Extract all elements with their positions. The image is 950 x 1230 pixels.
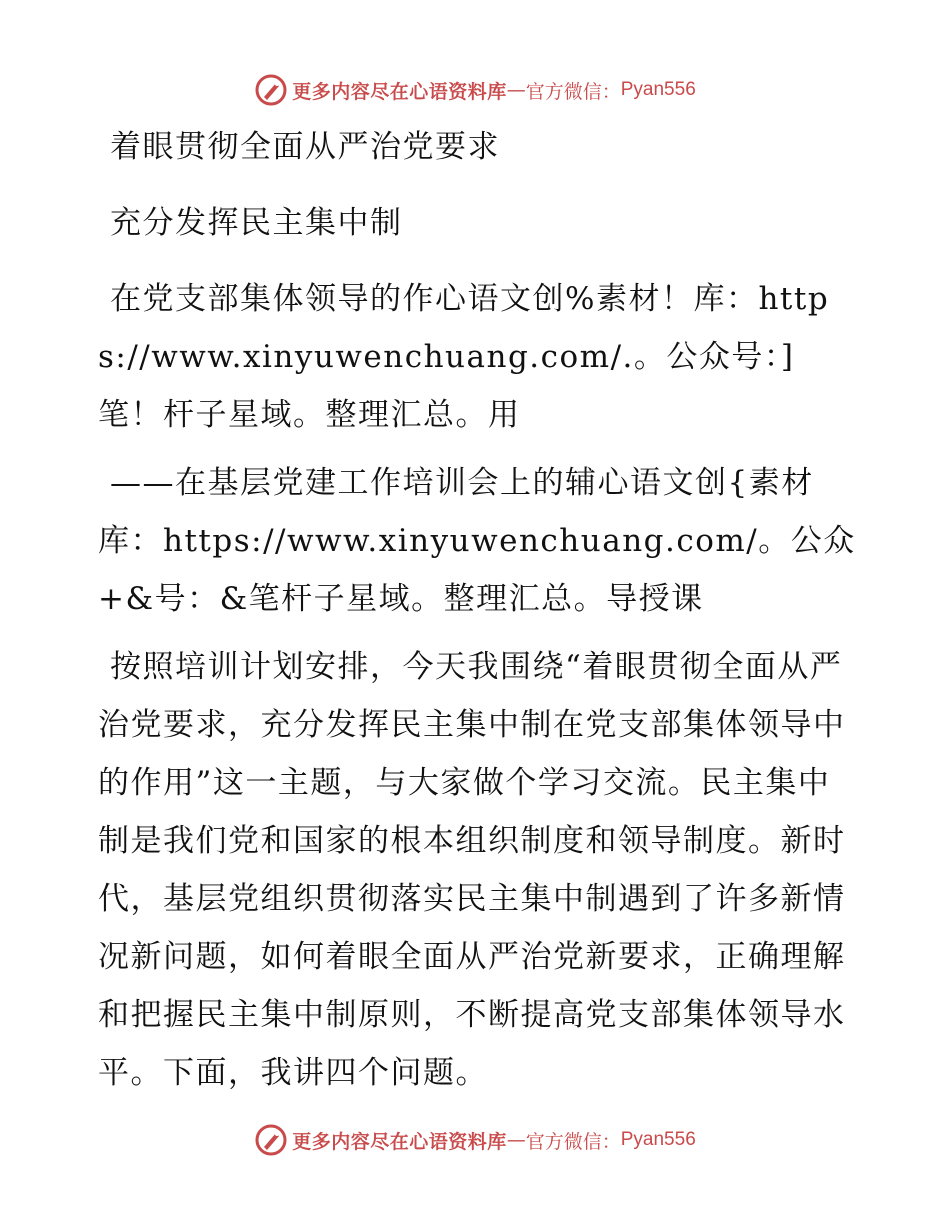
document-title-line-1: 着眼贯彻全面从严治党要求 [110, 129, 500, 165]
banner-separator: — [506, 1129, 526, 1151]
document-title-line-2: 充分发挥民主集中制 [110, 205, 403, 241]
pen-logo-icon [254, 73, 288, 107]
banner-wechat-id: Pyan556 [620, 1129, 696, 1150]
header-banner [0, 70, 950, 110]
paragraph-1: 在党支部集体领导的作心语文创%素材！库：https://www.xinyuwenchuang.com/.。公众号：]笔！杆子星域。整理汇总。用 [98, 281, 830, 433]
pen-logo-icon [254, 1123, 288, 1157]
banner-separator: — [506, 79, 526, 101]
document-body [98, 118, 858, 1112]
banner-brand: 更多内容尽在心语资料库 [292, 1130, 507, 1153]
footer-banner [0, 1120, 950, 1160]
banner-wechat-label: 官方微信： [525, 1130, 621, 1153]
banner-wechat-label: 官方微信： [525, 80, 621, 103]
paragraph-2: ——在基层党建工作培训会上的辅心语文创{素材库：https://www.xinyuwenchuang.com/。公众+&号：&笔杆子星域。整理汇总。导授课 [98, 465, 856, 617]
banner-brand: 更多内容尽在心语资料库 [292, 80, 507, 103]
banner-wechat-id: Pyan556 [620, 79, 696, 100]
paragraph-3: 按照培训计划安排，今天我围绕“着眼贯彻全面从严治党要求，充分发挥民主集中制在党支部集体领导中的作用”这一主题，与大家做个学习交流。民主集中制是我们党和国家的根本组织制度和领导制度。新时代，基层党组织贯彻落实民主集中制遇到了许多新情况新问题，如何着眼全面从严治党新要求，正确理解和把握民主集中制原则，不断提高党支部集体领导水平。下面，我讲四个问题。 [98, 649, 846, 1091]
